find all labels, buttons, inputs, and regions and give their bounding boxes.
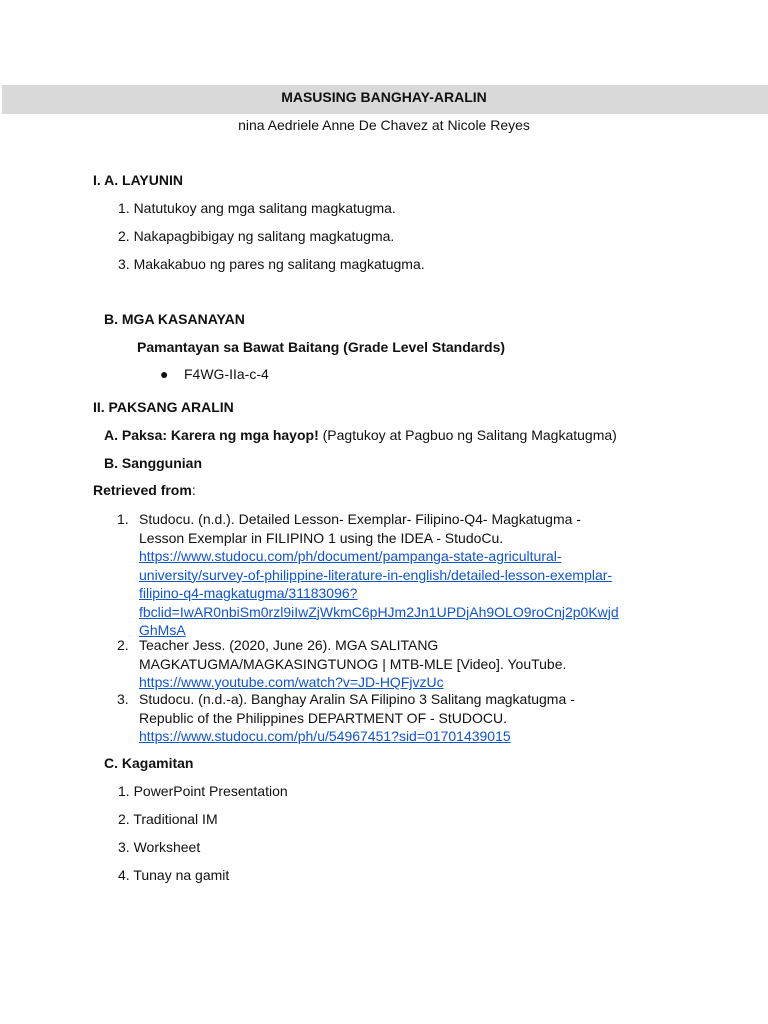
subheading-pamantayan: Pamantayan sa Bawat Baitang (Grade Level Standards) [137,339,506,355]
heading-kagamitan: C. Kagamitan [104,755,194,771]
reference-number: 1. [117,511,129,527]
retrieved-from-line [93,482,196,498]
paksa-label: A. Paksa: Karera ng mga hayop! [104,427,319,443]
reference-text-line: MAGKATUGMA/MAGKASINGTUNOG | MTB-MLE [Video]. YouTube. [139,655,567,672]
heading-kasanayan: B. MGA KASANAYAN [104,311,245,327]
document-authors: nina Aedriele Anne De Chavez at Nicole Reyes [238,117,530,133]
reference-number: 3. [117,691,129,707]
reference-text-line: Studocu. (n.d.). Detailed Lesson- Exemplar- Filipino-Q4- Magkatugma - [139,511,581,527]
paksa-description: (Pagtukoy at Pagbuo ng Salitang Magkatugma) [318,427,617,443]
reference-body [139,510,759,640]
layunin-item: 3. Makakabuo ng pares ng salitang magkatugma. [118,256,425,272]
reference-text-line: Lesson Exemplar in FILIPINO 1 using the IDEA - StudoCu. [139,529,504,546]
reference-body [139,636,759,692]
reference-link[interactable] [139,727,759,746]
paksa-line [104,427,617,443]
kasanayan-code: F4WG-IIa-c-4 [184,366,269,382]
retrieved-from-colon: : [191,482,196,498]
reference-text-line: Republic of the Philippines DEPARTMENT OF - StUDOCU. [139,709,508,726]
kagamitan-item: 2. Traditional IM [118,811,218,827]
reference-link-line: https://www.youtube.com/watch?v=JD-HQFjvzUc [139,674,444,690]
reference-link-line: university/survey-of-philippine-literature-in-english/detailed-lesson-exemplar- [139,566,613,583]
reference-link-line: fbclid=IwAR0nbiSm0rzl9iIwZjWkmC6pHJm2Jn1UPDjAh9OLO9roCnj2p0Kwjd [139,603,619,620]
reference-text-line: Teacher Jess. (2020, June 26). MGA SALITANG [139,637,439,653]
kagamitan-item: 3. Worksheet [118,839,201,855]
kagamitan-item: 1. PowerPoint Presentation [118,783,288,799]
layunin-item: 1. Natutukoy ang mga salitang magkatugma. [118,200,396,216]
reference-number: 2. [117,637,129,653]
reference-link-line: https://www.studocu.com/ph/document/pampanga-state-agricultural- [139,548,562,564]
reference-link-line: filipino-q4-magkatugma/31183096? [139,585,358,601]
retrieved-from-label: Retrieved from [93,482,192,498]
bullet-dot: ● [160,366,169,382]
reference-link[interactable] [139,547,759,640]
reference-body [139,690,759,746]
heading-layunin: I. A. LAYUNIN [93,172,183,188]
kagamitan-item: 4. Tunay na gamit [118,867,230,883]
reference-link-line: GhMsA [139,622,186,638]
document-title: MASUSING BANGHAY-ARALIN [281,89,487,105]
layunin-item: 2. Nakapagbibigay ng salitang magkatugma. [118,228,395,244]
reference-link-line: https://www.studocu.com/ph/u/54967451?sid=01701439015 [139,728,511,744]
heading-paksang-aralin: II. PAKSANG ARALIN [93,399,234,415]
reference-link[interactable] [139,673,759,692]
reference-text-line: Studocu. (n.d.-a). Banghay Aralin SA Filipino 3 Salitang magkatugma - [139,691,575,707]
heading-sanggunian: B. Sanggunian [104,455,202,471]
